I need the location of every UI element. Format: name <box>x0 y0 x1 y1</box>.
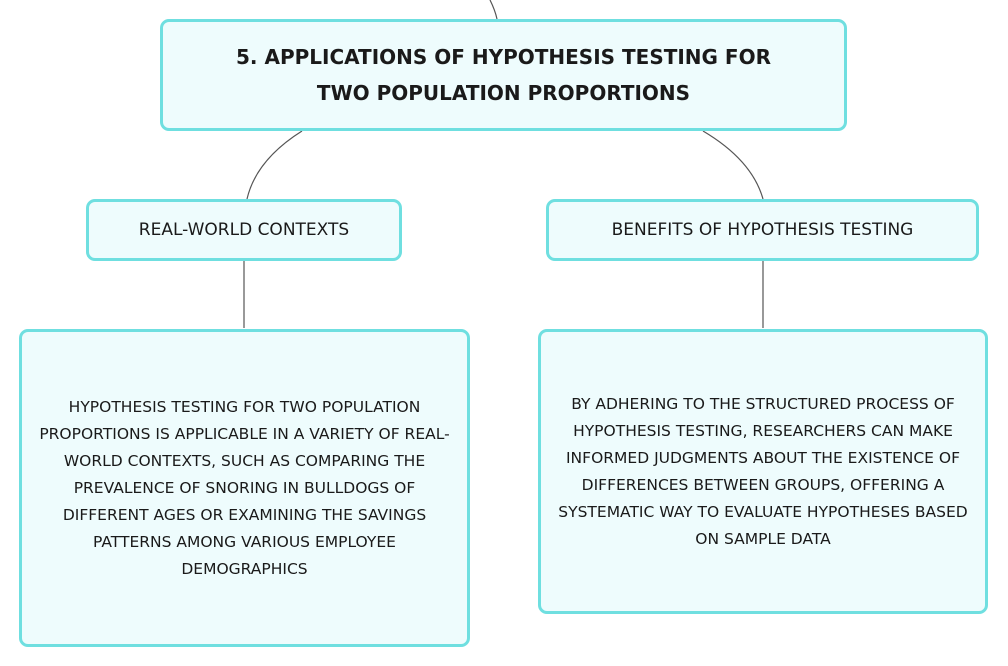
root-topic-node[interactable] <box>160 19 847 131</box>
detail-node-real-world-contexts[interactable] <box>19 329 470 647</box>
connector-root-to-benefits <box>703 131 763 199</box>
connector-incoming-root <box>490 0 497 19</box>
topic-node-real-world-contexts[interactable] <box>86 199 402 261</box>
root-topic-label: 5. APPLICATIONS OF HYPOTHESIS TESTING FOR TWO POPULATION PROPORTIONS <box>236 45 771 105</box>
connector-root-to-real-world-contexts <box>247 131 302 199</box>
topic-label-real-world-contexts: REAL-WORLD CONTEXTS <box>138 220 350 240</box>
topic-label-benefits-of-hypothesis-testing: BENEFITS OF HYPOTHESIS TESTING <box>611 220 914 240</box>
topic-node-benefits-of-hypothesis-testing[interactable] <box>546 199 979 261</box>
detail-node-benefits-of-hypothesis-testing[interactable] <box>538 329 988 614</box>
detail-text-benefits-of-hypothesis-testing: BY ADHERING TO THE STRUCTURED PROCESS OF HYPOTHESIS TESTING, RESEARCHERS CAN MAKE INFORMED JUDGMENTS ABOUT THE EXISTENCE OF DIFFERENCES BETWEEN GROUPS, OFFERING A SYSTEMATIC WAY TO EVALUATE HYPOTHESES BASED ON SAMPLE DATA <box>558 394 968 548</box>
detail-text-real-world-contexts: HYPOTHESIS TESTING FOR TWO POPULATION PROPORTIONS IS APPLICABLE IN A VARIETY OF REAL-WORLD CONTEXTS, SUCH AS COMPARING THE PREVALENCE OF SNORING IN BULLDOGS OF DIFFERENT AGES OR EXAMINING THE SAVINGS PATTERNS AMONG VARIOUS EMPLOYEE DEMOGRAPHICS <box>39 397 450 578</box>
